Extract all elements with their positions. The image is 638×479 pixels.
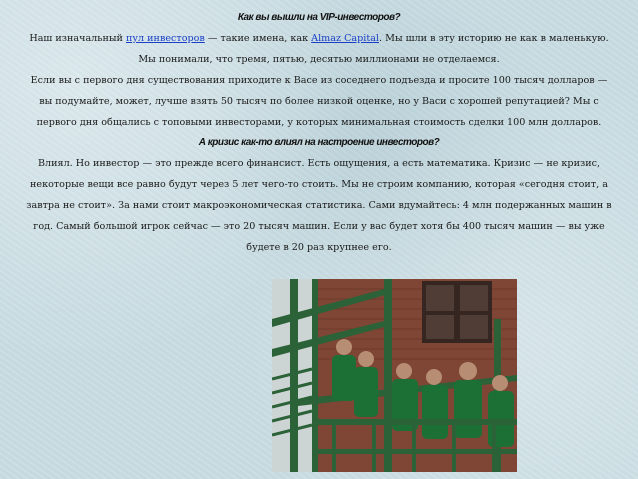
- paragraph-vasya: Если вы с первого дня существования приходите к Васе из соседнего подъезда и просите 100 тысяч долларов — вы подумайте, может, лучше взять 50 тысяч по более низкой оценке, но у Васи с хорошей репутацией? Мы с первого дня общались с топовыми инвесторами, у которых минимальная стоимость сделки 100 млн долларов.: [30, 75, 608, 128]
- paragraph-text-end: . Мы шли в эту историю не как в маленькую. Мы понимали, что тремя, пятью, десятью миллионами не отделаемся.: [138, 33, 609, 65]
- heading-question-2: А кризис как-то влиял на настроение инвесторов?: [198, 137, 440, 148]
- paragraph-text-start: Наш изначальный: [29, 33, 126, 44]
- paragraph-crisis: Влиял. Но инвестор — это прежде всего финансист. Есть ощущения, а есть математика. Кризис — не кризис, некоторые вещи все равно будут через 5 лет чего-то стоить. Мы не строим компанию, которая «сегодня стоит, а завтра не стоит». За нами стоит макроэкономическая статистика. Сами вдумайтесь: 4 млн подержанных машин в год. Самый большой игрок сейчас — это 20 тысяч машин. Если у вас будет хотя бы 400 тысяч машин — вы уже будете в 20 раз крупнее его.: [26, 158, 612, 253]
- link-investor-pool[interactable]: пул инвесторов: [125, 33, 205, 44]
- link-almaz-capital[interactable]: Almaz Capital: [311, 33, 380, 44]
- text-block: [26, 8, 612, 258]
- heading-question-1: Как вы вышли на VIP-инвесторов?: [237, 12, 401, 23]
- paragraph-investor-pool: [26, 28, 612, 70]
- team-photo: [272, 279, 517, 472]
- paragraph-text-middle: — такие имена, как: [204, 33, 312, 44]
